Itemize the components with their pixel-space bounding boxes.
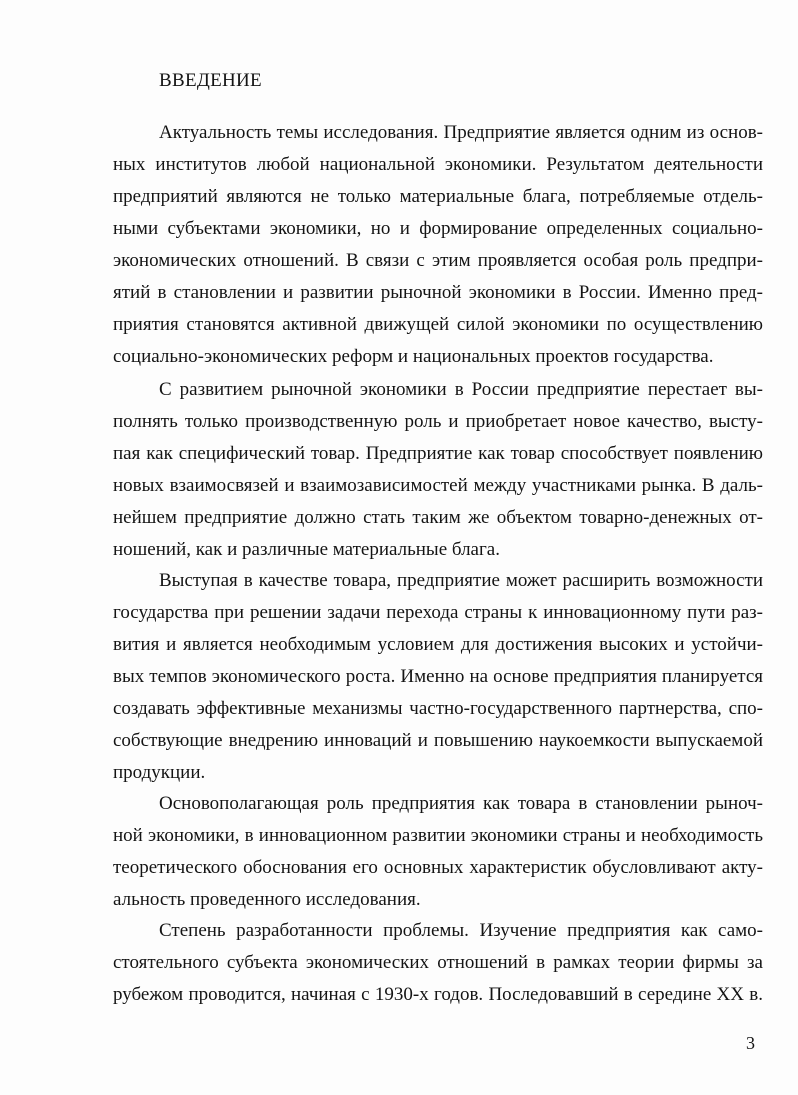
paragraph-line: полнять только производственную роль и приобретает новое качество, высту- [113,411,763,432]
paragraph-line: Степень разработанности проблемы. Изучение предприятия как само- [159,920,763,941]
paragraph-line: Актуальность темы исследования. Предприятие является одним из основ- [159,122,763,143]
paragraph-line: стоятельного субъекта экономических отношений в рамках теории фирмы за [113,952,763,973]
paragraph-line: теоретического обоснования его основных характеристик обусловливают акту- [113,857,763,878]
paragraph-line: собствующие внедрению инноваций и повышению наукоемкости выпускаемой [113,730,763,751]
paragraph-line: продукции. [113,762,206,783]
section-heading: ВВЕДЕНИЕ [159,70,262,91]
paragraph-line: экономических отношений. В связи с этим проявляется особая роль предпри- [113,250,763,271]
paragraph-line: рубежом проводится, начиная с 1930-х годов. Последовавший в середине XX в. [113,984,763,1005]
paragraph-line: ных институтов любой национальной экономики. Результатом деятельности [113,154,763,175]
paragraph-line: создавать эффективные механизмы частно-государственного партнерства, спо- [113,698,763,719]
paragraph-line: Основополагающая роль предприятия как товара в становлении рыноч- [159,793,763,814]
paragraph-line: ной экономики, в инновационном развитии экономики страны и необходимость [113,825,763,846]
paragraph-line: вых темпов экономического роста. Именно на основе предприятия планируется [113,666,763,687]
page-number: 3 [746,1033,755,1053]
paragraph-line: ятий в становлении и развитии рыночной экономики в России. Именно пред- [113,282,763,303]
paragraph-line: ношений, как и различные материальные блага. [113,539,500,560]
paragraph-line: государства при решении задачи перехода страны к инновационному пути раз- [113,602,763,623]
paragraph-line: ными субъектами экономики, но и формирование определенных социально- [113,218,763,239]
paragraph-line: приятия становятся активной движущей силой экономики по осуществлению [113,314,763,335]
paragraph-line: Выступая в качестве товара, предприятие может расширить возможности [159,570,763,591]
paragraph-line: социально-экономических реформ и национальных проектов государства. [113,346,714,367]
paragraph-line: пая как специфический товар. Предприятие как товар способствует появлению [113,443,763,464]
paragraph-line: С развитием рыночной экономики в России предприятие перестает вы- [159,379,763,400]
paragraph-line: вития и является необходимым условием для достижения высоких и устойчи- [113,634,763,655]
paragraph-line: нейшем предприятие должно стать таким же объектом товарно-денежных от- [113,507,763,528]
paragraph-line: новых взаимосвязей и взаимозависимостей между участниками рынка. В даль- [113,475,763,496]
paragraph-line: предприятий являются не только материальные блага, потребляемые отдель- [113,186,763,207]
paragraph-line: альность проведенного исследования. [113,889,421,910]
